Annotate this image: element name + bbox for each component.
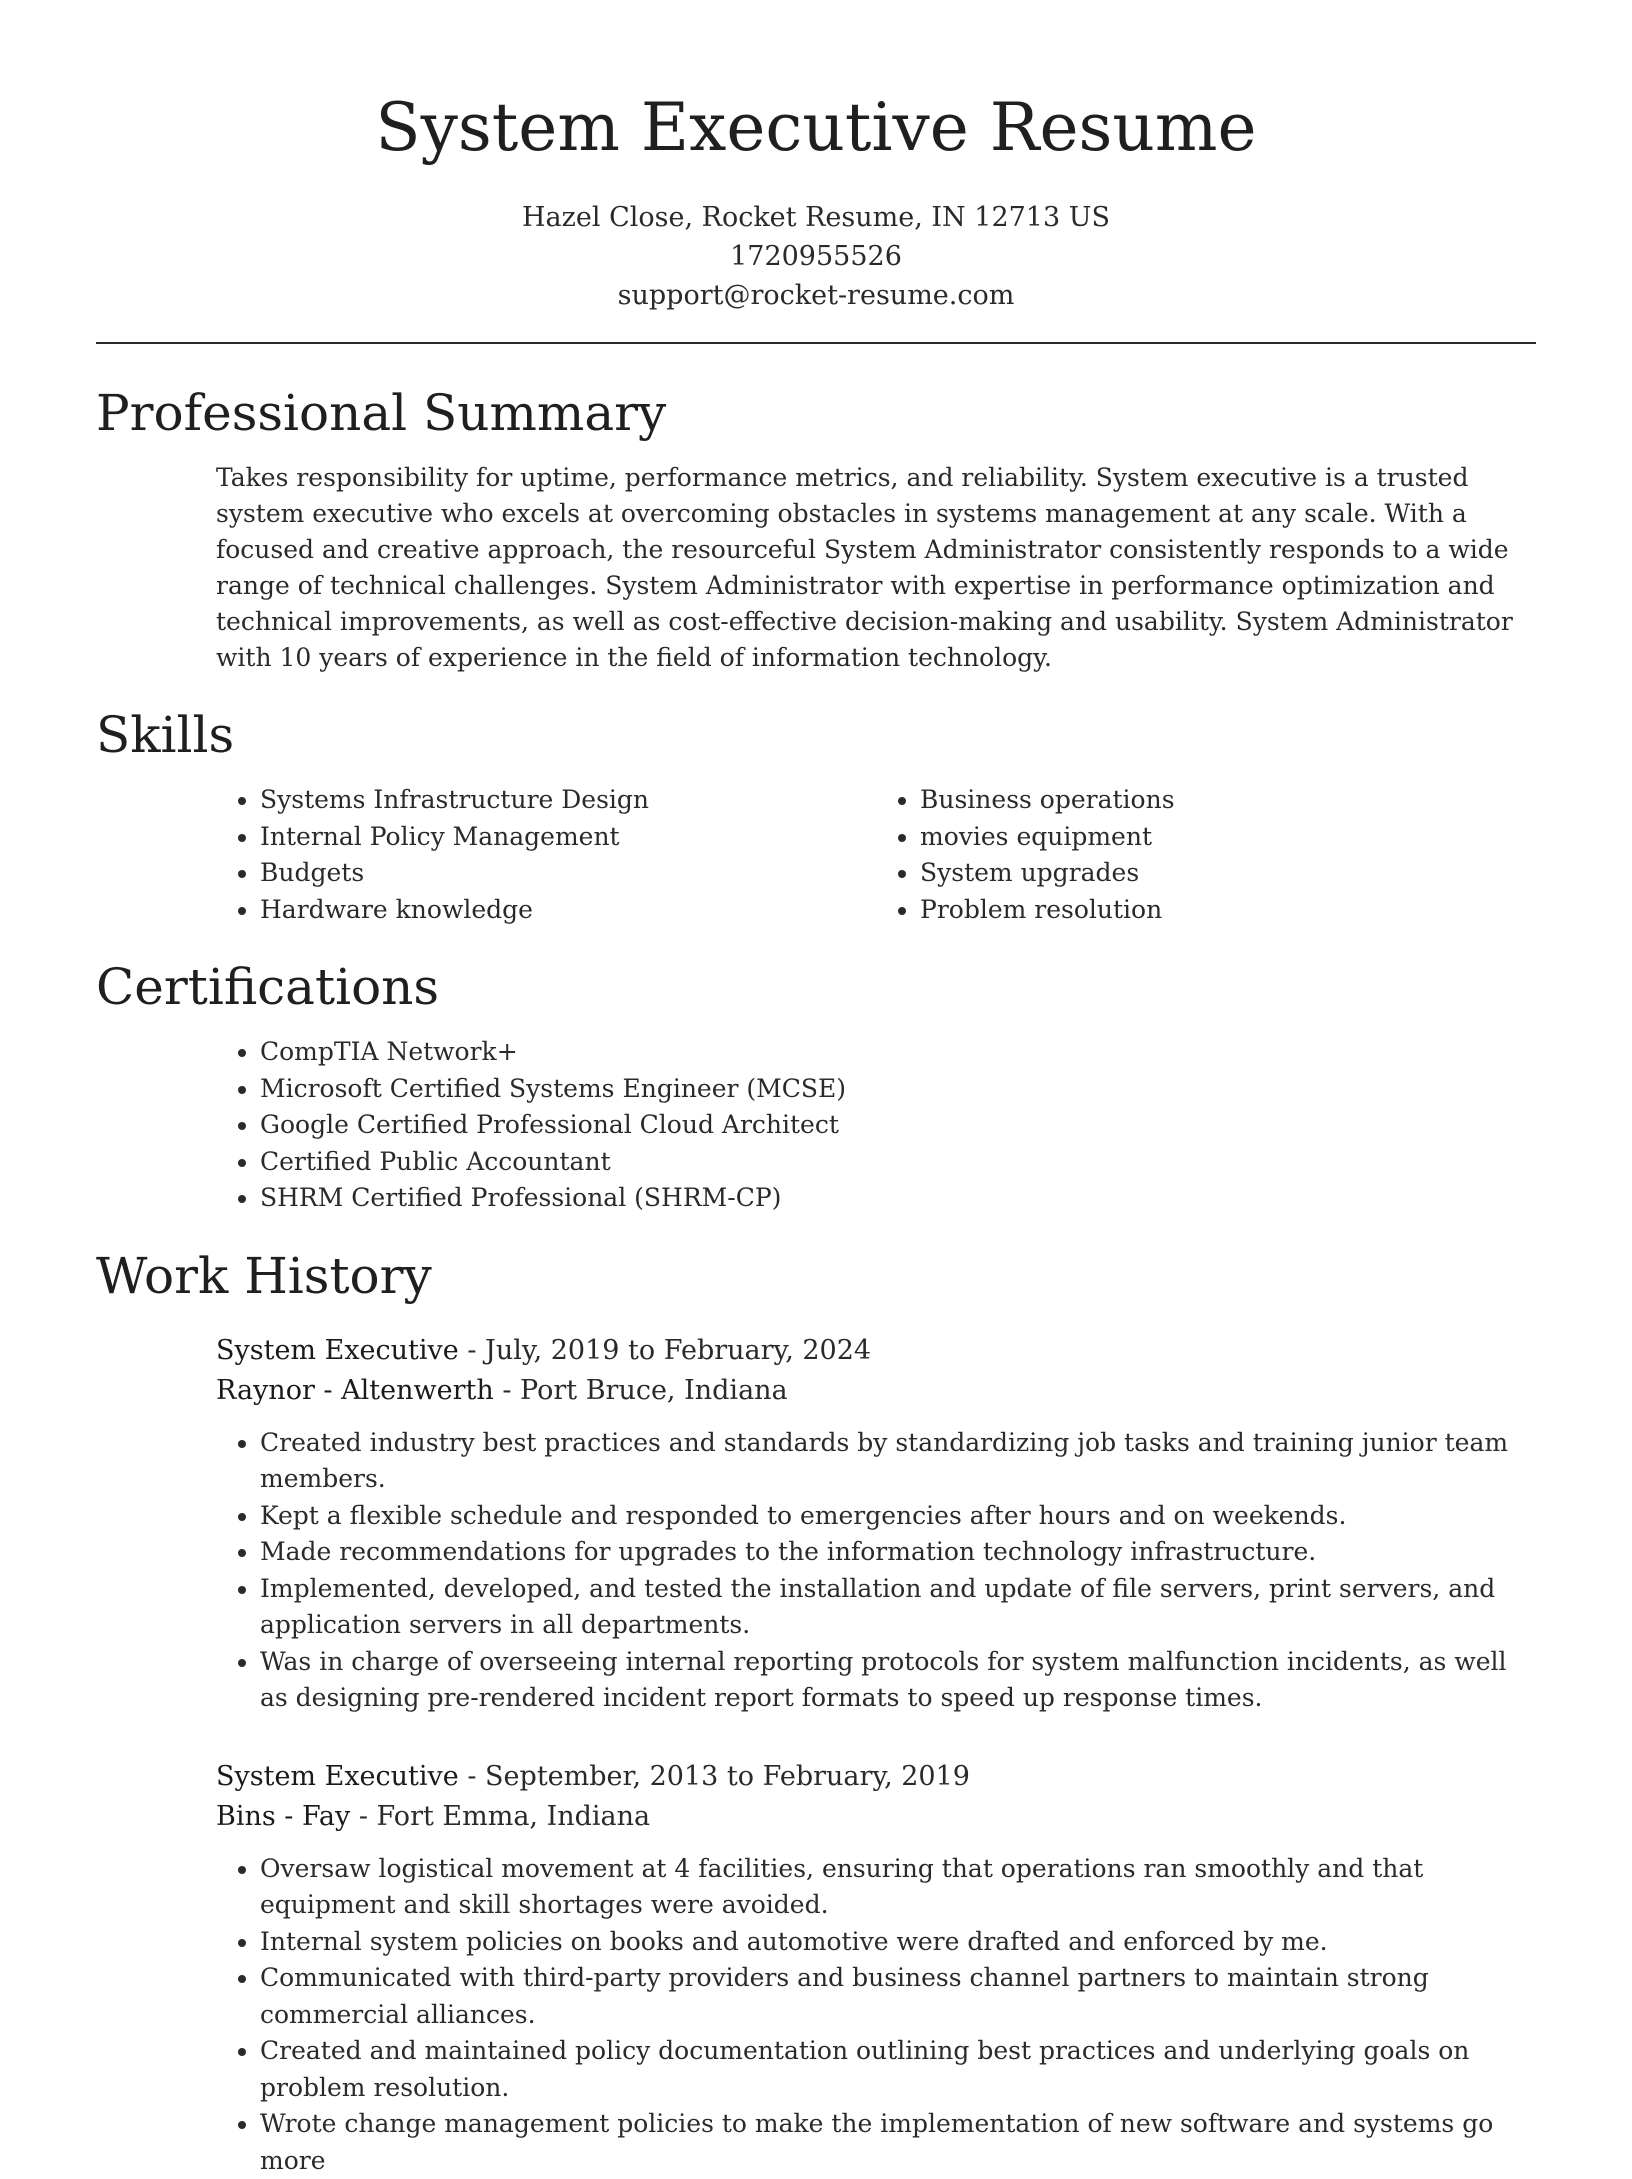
skill-item: • Systems Infrastructure Design	[260, 782, 876, 819]
certification-item: • Certified Public Accountant	[260, 1144, 1536, 1181]
job-bullet: • Oversaw logistical movement at 4 facilities, ensuring that operations ran smoothly and that equipment and skill shortages were avoided.	[260, 1851, 1536, 1924]
skill-item: • Business operations	[920, 782, 1536, 819]
summary-heading: Professional Summary	[96, 380, 1536, 446]
job-bullets	[216, 1851, 1536, 2179]
certification-item: • Microsoft Certified Systems Engineer (MCSE)	[260, 1071, 1536, 1108]
certification-item: • SHRM Certified Professional (SHRM-CP)	[260, 1180, 1536, 1217]
certifications-block	[216, 1034, 1536, 1217]
summary-text: Takes responsibility for uptime, performance metrics, and reliability. System executive is a trusted system executive who excels at overcoming obstacles in systems management at any scale. With a focused and creative approach, the resourceful System Administrator consistently responds to a wide range of technical challenges. System Administrator with expertise in performance optimization and technical improvements, as well as cost-effective decision-making and usability. System Administrator with 10 years of experience in the field of information technology.	[216, 460, 1536, 676]
job-dates: - July, 2019 to February, 2024	[459, 1335, 871, 1366]
work-history-heading: Work History	[96, 1243, 1536, 1309]
job-company-line	[216, 1371, 1536, 1411]
job-title-line	[216, 1757, 1536, 1797]
job-bullets	[216, 1425, 1536, 1717]
resume-title: System Executive Resume	[0, 86, 1632, 170]
job-location: - Port Bruce, Indiana	[494, 1375, 788, 1406]
contact-block	[0, 198, 1632, 315]
job-bullet: • Internal system policies on books and automotive were drafted and enforced by me.	[260, 1924, 1536, 1961]
job-bullet: • Created industry best practices and standards by standardizing job tasks and training junior team members.	[260, 1425, 1536, 1498]
skill-item: • movies equipment	[920, 819, 1536, 856]
header-divider	[96, 342, 1536, 344]
skills-list-right	[876, 782, 1536, 928]
skills-list-left	[216, 782, 876, 928]
certifications-list	[216, 1034, 1536, 1217]
skills-heading: Skills	[96, 702, 1536, 768]
certification-item: • Google Certified Professional Cloud Architect	[260, 1107, 1536, 1144]
job-bullet: • Kept a flexible schedule and responded to emergencies after hours and on weekends.	[260, 1498, 1536, 1535]
resume-content	[96, 380, 1536, 2179]
job-company-line	[216, 1797, 1536, 1837]
job-bullet: • Wrote change management policies to make the implementation of new software and systems go more	[260, 2106, 1536, 2179]
job-bullet: • Implemented, developed, and tested the installation and update of file servers, print servers, and application servers in all departments.	[260, 1571, 1536, 1644]
job-entry	[216, 1331, 1536, 1717]
skill-item: • Budgets	[260, 855, 876, 892]
skill-item: • Problem resolution	[920, 892, 1536, 929]
resume-header	[0, 0, 1632, 315]
contact-email: support@rocket-resume.com	[0, 276, 1632, 315]
job-title-line	[216, 1331, 1536, 1371]
job-bullet: • Made recommendations for upgrades to the information technology infrastructure.	[260, 1534, 1536, 1571]
job-entry	[216, 1757, 1536, 2179]
certification-item: • CompTIA Network+	[260, 1034, 1536, 1071]
job-dates: - September, 2013 to February, 2019	[459, 1761, 970, 1792]
job-company: Raynor - Altenwerth	[216, 1375, 494, 1406]
job-title: System Executive	[216, 1761, 459, 1792]
job-location: - Fort Emma, Indiana	[350, 1801, 650, 1832]
skill-item: • Internal Policy Management	[260, 819, 876, 856]
certifications-heading: Certifications	[96, 954, 1536, 1020]
job-bullet: • Was in charge of overseeing internal reporting protocols for system malfunction incidents, as well as designing pre-rendered incident report formats to speed up response times.	[260, 1644, 1536, 1717]
skills-grid	[216, 782, 1536, 928]
contact-phone: 1720955526	[0, 237, 1632, 276]
contact-address: Hazel Close, Rocket Resume, IN 12713 US	[0, 198, 1632, 237]
job-bullet: • Communicated with third-party providers and business channel partners to maintain strong commercial alliances.	[260, 1960, 1536, 2033]
skill-item: • System upgrades	[920, 855, 1536, 892]
job-company: Bins - Fay	[216, 1801, 350, 1832]
job-bullet: • Created and maintained policy documentation outlining best practices and underlying goals on problem resolution.	[260, 2033, 1536, 2106]
job-title: System Executive	[216, 1335, 459, 1366]
skill-item: • Hardware knowledge	[260, 892, 876, 929]
